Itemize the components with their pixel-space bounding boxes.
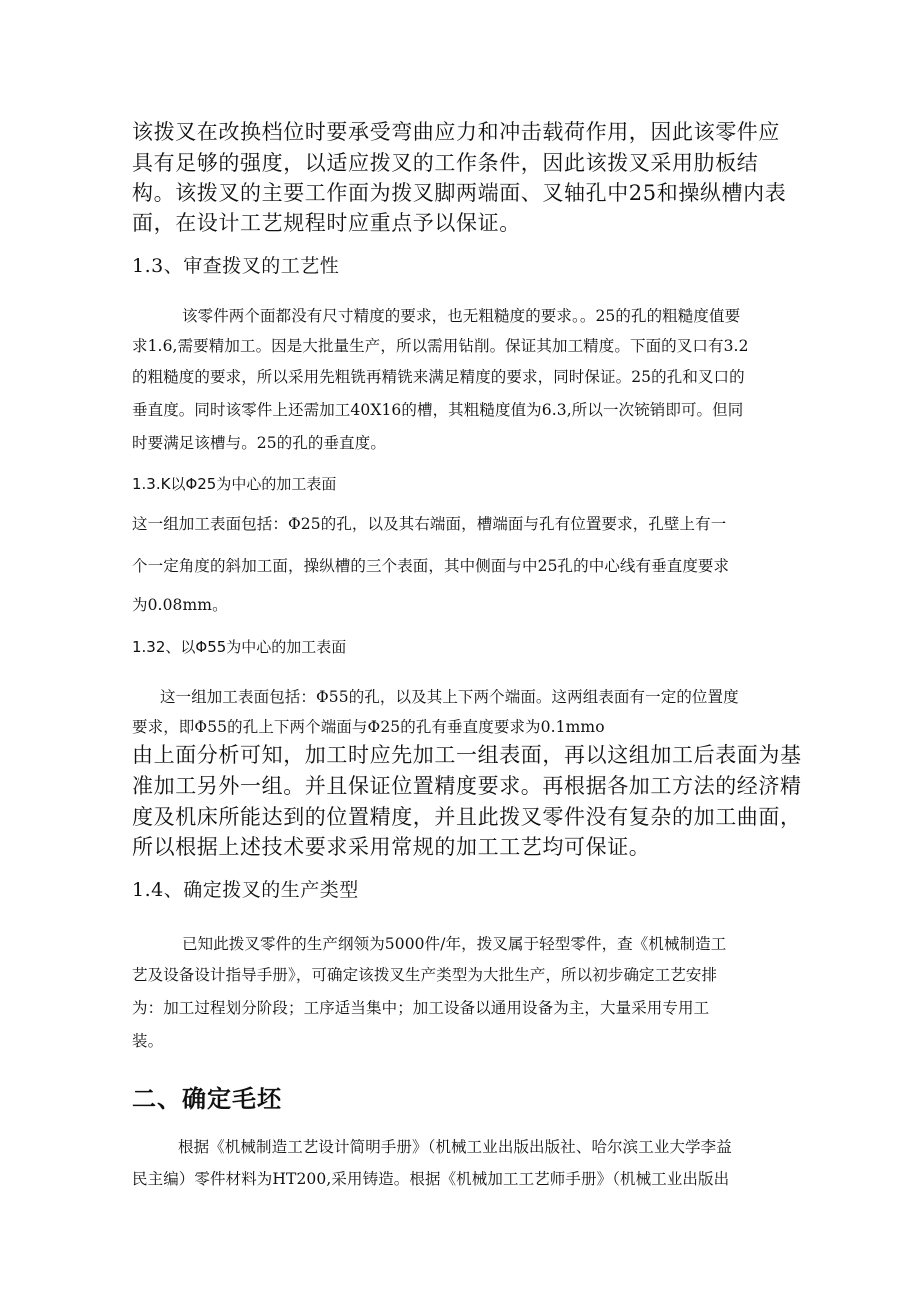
section-heading-1-3: 1.3、审查拨叉的工艺性: [132, 255, 340, 277]
paragraph-1-3-line-3: 的粗糙度的要求，所以采用先粗铣再精铣来满足精度的要求，同时保证。25的孔和叉口的: [132, 368, 745, 386]
analysis-line-3: 度及机床所能达到的位置精度，并且此拨叉零件没有复杂的加工曲面，: [132, 805, 802, 829]
paragraph-1-4-line-3: 为：加工过程划分阶段；工序适当集中；加工设备以通用设备为主，大量采用专用工: [132, 999, 710, 1017]
intro-line-2: 具有足够的强度，以适应拨叉的工作条件，因此该拨叉采用肋板结: [132, 151, 759, 175]
paragraph-1-3-line-1: 该零件两个面都没有尺寸精度的要求，也无粗糙度的要求。。25的孔的粗糙度值要: [182, 307, 741, 325]
paragraph-1-3-line-5: 时要满足该槽与。25的孔的垂直度。: [132, 434, 386, 452]
paragraph-1-3-k-line-3: 为0.08mm。: [132, 596, 228, 614]
intro-line-1: 该拨叉在改换档位时要承受弯曲应力和冲击载荷作用，因此该零件应: [132, 120, 780, 144]
intro-line-3: 构。该拨叉的主要工作面为拨叉脚两端面、叉轴孔中25和操纵槽内表: [132, 181, 787, 205]
paragraph-1-4-line-2: 艺及设备设计指导手册》，可确定该拨叉生产类型为大批生产，所以初步确定工艺安排: [132, 966, 718, 984]
chapter-heading-2: 二、确定毛坯: [132, 1085, 282, 1113]
paragraph-1-32-line-1: 这一组加工表面包括：Φ55的孔，以及其上下两个端面。这两组表面有一定的位置度: [160, 688, 739, 706]
paragraph-1-4-line-4: 装。: [132, 1032, 164, 1050]
paragraph-2-line-2: 民主编）零件材料为HT200,采用铸造。根据《机械加工工艺师手册》（机械工业出版出: [132, 1170, 730, 1188]
section-heading-1-3-k: 1.3.K以Φ25为中心的加工表面: [132, 475, 337, 493]
paragraph-1-3-k-line-1: 这一组加工表面包括：Φ25的孔，以及其右端面，槽端面与孔有位置要求，孔壁上有一: [132, 515, 727, 533]
analysis-line-4: 所以根据上述技术要求采用常规的加工工艺均可保证。: [132, 835, 651, 859]
section-heading-1-32: 1.32、以Φ55为中心的加工表面: [132, 638, 347, 656]
paragraph-2-line-1: 根据《机械制造工艺设计简明手册》（机械工业出版出版社、哈尔滨工业大学李益: [178, 1138, 732, 1156]
analysis-line-1: 由上面分析可知，加工时应先加工一组表面，再以这组加工后表面为基: [132, 743, 802, 767]
paragraph-1-3-k-line-2: 个一定角度的斜加工面，操纵槽的三个表面，其中侧面与中25孔的中心线有垂直度要求: [132, 557, 730, 575]
paragraph-1-3-line-4: 垂直度。同时该零件上还需加工40X16的槽，其粗糙度值为6.3,所以一次铳销即可。但同: [132, 401, 744, 419]
section-heading-1-4: 1.4、确定拨叉的生产类型: [132, 879, 359, 901]
paragraph-1-4-line-1: 已知此拨叉零件的生产纲领为5000件/年，拨叉属于轻型零件，查《机械制造工: [182, 935, 727, 953]
paragraph-1-32-line-2: 要求，即Φ55的孔上下两个端面与Φ25的孔有垂直度要求为0.1mmo: [132, 718, 605, 736]
paragraph-1-3-line-2: 求1.6,需要精加工。因是大批量生产，所以需用钻削。保证其加工精度。下面的叉口有3.2: [132, 337, 749, 355]
intro-line-4: 面，在设计工艺规程时应重点予以保证。: [132, 211, 521, 235]
analysis-line-2: 准加工另外一组。并且保证位置精度要求。再根据各加工方法的经济精: [132, 774, 802, 798]
